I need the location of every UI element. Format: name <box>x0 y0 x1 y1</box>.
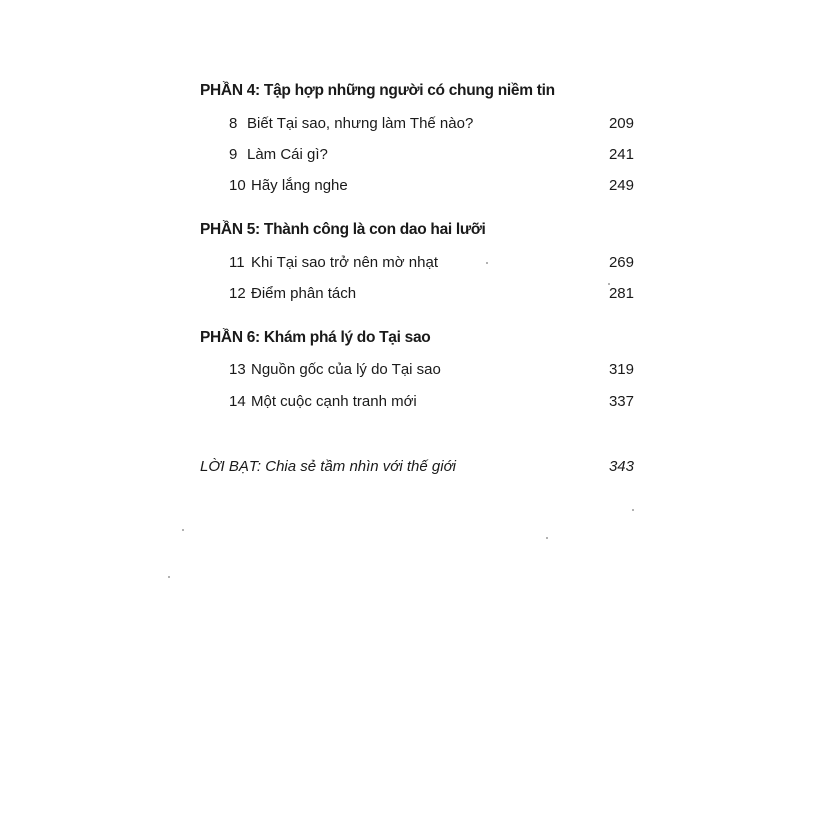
part-4-title: PHẦN 4: Tập hợp những người có chung niềm tin <box>200 82 555 99</box>
page-number: 281 <box>608 285 634 302</box>
chapter-number: 10 <box>229 177 246 194</box>
scan-speck <box>546 537 548 539</box>
chapter-title: Khi Tại sao trở nên mờ nhạt <box>251 254 438 271</box>
scan-speck <box>608 283 610 285</box>
page-number: 319 <box>608 361 634 378</box>
page-number: 241 <box>608 146 634 163</box>
chapter-14-entry <box>229 393 634 413</box>
chapter-12-entry <box>229 285 634 305</box>
scan-speck <box>486 262 488 264</box>
chapter-number: 8 <box>229 115 238 132</box>
chapter-9-entry <box>229 146 634 166</box>
chapter-number: 9 <box>229 146 238 163</box>
part-5-title: PHẦN 5: Thành công là con dao hai lưỡi <box>200 221 486 238</box>
epilogue-entry <box>200 458 634 475</box>
page-number: 343 <box>608 458 634 475</box>
page-number: 269 <box>608 254 634 271</box>
chapter-number: 13 <box>229 361 246 378</box>
page-number: 209 <box>608 115 634 132</box>
scan-speck <box>182 529 184 531</box>
chapter-10-entry <box>229 177 634 197</box>
chapter-13-entry <box>229 361 634 381</box>
epilogue-title: LỜI BẠT: Chia sẻ tầm nhìn với thế giới <box>200 458 456 475</box>
chapter-title: Biết Tại sao, nhưng làm Thế nào? <box>247 115 474 132</box>
chapter-number: 14 <box>229 393 246 410</box>
chapter-number: 11 <box>229 254 245 271</box>
chapter-11-entry <box>229 254 634 274</box>
chapter-title: Hãy lắng nghe <box>251 177 348 194</box>
part-6-title: PHẦN 6: Khám phá lý do Tại sao <box>200 329 431 346</box>
chapter-8-entry <box>229 115 634 135</box>
chapter-title: Điểm phân tách <box>251 285 357 302</box>
scan-speck <box>632 509 634 511</box>
chapter-title: Làm Cái gì? <box>247 146 328 163</box>
page-number: 337 <box>608 393 634 410</box>
page-number: 249 <box>608 177 634 194</box>
chapter-number: 12 <box>229 285 246 302</box>
scan-speck <box>168 576 170 578</box>
chapter-title: Nguồn gốc của lý do Tại sao <box>251 361 441 378</box>
chapter-title: Một cuộc cạnh tranh mới <box>251 393 417 410</box>
